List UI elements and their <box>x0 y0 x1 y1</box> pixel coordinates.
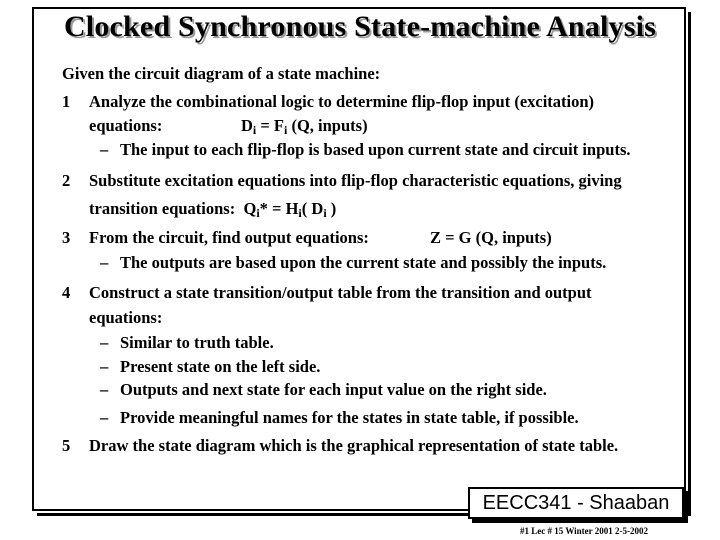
step-3-line1: From the circuit, find output equations: <box>89 228 369 247</box>
step-4-bullet-1: Similar to truth table. <box>120 333 274 352</box>
step-4-dash-3: – <box>100 380 109 399</box>
step-1-line1: Analyze the combinational logic to determine flip-flop input (excitation) <box>89 92 595 111</box>
step-4-bullet-2: Present state on the left side. <box>120 357 321 376</box>
step-4-bullet-4: Provide meaningful names for the states in state table, if possible. <box>120 408 579 427</box>
step-3-equation: Z = G (Q, inputs) <box>430 228 552 247</box>
step-1-equation: $D_i = F_i$ (Q, inputs) <box>241 116 368 137</box>
step-3-dash: – <box>100 253 109 272</box>
step-number-4: 4 <box>62 283 71 302</box>
step-5-line1: Draw the state diagram which is the graphical representation of state table. <box>89 436 619 455</box>
step-4-dash-4: – <box>100 408 109 427</box>
step-4-bullet-3: Outputs and next state for each input value on the right side. <box>120 380 547 399</box>
step-number-3: 3 <box>62 228 71 247</box>
step-4-line2: equations: <box>89 308 163 327</box>
intro-text: Given the circuit diagram of a state machine: <box>62 64 381 83</box>
step-2-line2: transition equations: $Q_i* = H_i$( $D_i$ ) <box>89 199 337 220</box>
course-badge: EECC341 - Shaaban <box>468 487 684 519</box>
step-1-line2-prefix: equations: <box>89 116 163 135</box>
step-4-dash-1: – <box>100 333 109 352</box>
step-3-bullet: The outputs are based upon the current state and possibly the inputs. <box>120 253 607 272</box>
step-number-5: 5 <box>62 436 71 455</box>
lecture-note: #1 Lec # 15 Winter 2001 2-5-2002 <box>520 526 648 536</box>
step-4-dash-2: – <box>100 357 109 376</box>
step-1-bullet: The input to each flip-flop is based upon current state and circuit inputs. <box>120 140 631 159</box>
step-number-2: 2 <box>62 171 71 190</box>
slide-title: Clocked Synchronous State-machine Analysis <box>63 10 657 43</box>
step-4-line1: Construct a state transition/output table from the transition and output <box>89 283 592 302</box>
step-1-dash: – <box>100 140 109 159</box>
step-2-line1: Substitute excitation equations into flip-flop characteristic equations, giving <box>89 171 622 190</box>
step-number-1: 1 <box>62 92 71 111</box>
